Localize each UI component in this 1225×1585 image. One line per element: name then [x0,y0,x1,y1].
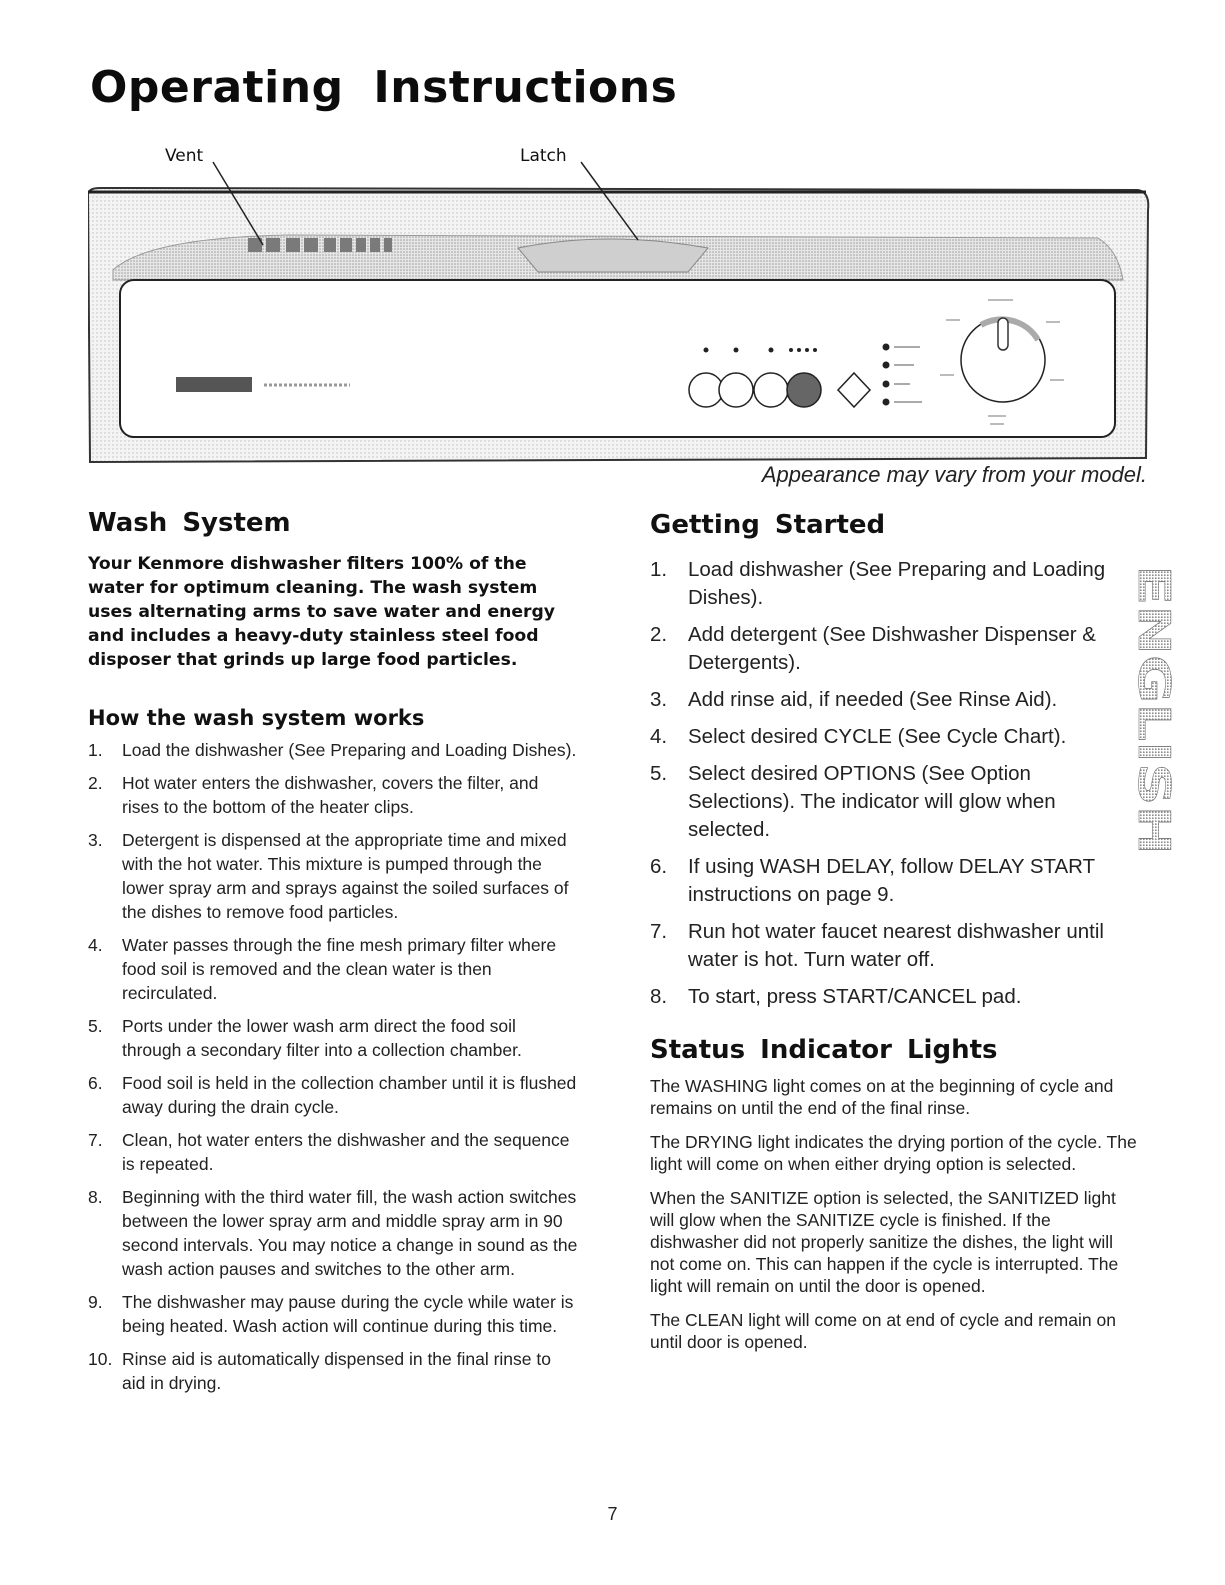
list-item: 1. Load dishwasher (See Preparing and Loading Dishes). [650,558,1106,609]
list-item: 4. Select desired CYCLE (See Cycle Chart). [650,725,1067,748]
list-item: 6. Food soil is held in the collection chamber until it is flushed away during the drain cycle. [88,1073,577,1117]
list-item: 2. Hot water enters the dishwasher, covers the filter, and rises to the bottom of the heater clips. [88,773,539,817]
status-lights-section [650,1035,1140,1353]
list-item: 10. Rinse aid is automatically dispensed in the final rinse to aid in drying. [88,1349,551,1393]
list-item: 8. Beginning with the third water fill, the wash action switches between the lower spray arm and middle spray arm in 90 second intervals. You may notice a change in sound as the wash action pauses and switches to the other arm. [88,1187,578,1279]
page-title: Operating Instructions [90,62,678,113]
getting-started-heading: Getting Started [650,510,886,540]
status-paragraph: The CLEAN light will come on at end of cycle and remain on until door is opened. [650,1310,1116,1352]
appearance-note: Appearance may vary from your model. [761,462,1147,487]
list-item: 3. Add rinse aid, if needed (See Rinse Aid). [650,688,1058,711]
status-paragraph: The WASHING light comes on at the beginning of cycle and remains on until the end of the final rinse. [650,1076,1114,1118]
list-item: 6. If using WASH DELAY, follow DELAY START instructions on page 9. [650,855,1095,906]
list-item: 5. Ports under the lower wash arm direct the food soil through a secondary filter into a collection chamber. [88,1016,522,1060]
list-item: 5. Select desired OPTIONS (See Option Selections). The indicator will glow when selected. [650,762,1056,841]
latch-callout-label: Latch [520,146,567,166]
list-item: 2. Add detergent (See Dishwasher Dispenser & Detergents). [650,623,1096,674]
status-paragraph: The DRYING light indicates the drying portion of the cycle. The light will come on when either drying option is selected. [650,1132,1137,1174]
list-item: 7. Run hot water faucet nearest dishwasher until water is hot. Turn water off. [650,920,1104,971]
how-it-works-heading: How the wash system works [88,706,425,730]
vent-callout-label: Vent [165,146,204,166]
status-paragraph: When the SANITIZE option is selected, the SANITIZED light will glow when the SANITIZE cycle is finished. If the dishwasher did not properly sanitize the dishes, the light will not come on. This can happen if the cycle is interrupted. The light will remain on until the door is opened. [650,1188,1119,1296]
wash-system-heading: Wash System [88,508,291,538]
language-tab [1125,565,1185,857]
page-number: 7 [607,1504,618,1524]
wash-system-section [88,508,578,1404]
wash-system-intro: Your Kenmore dishwasher filters 100% of the water for optimum cleaning. The wash system uses alternating arms to save water and energy and includes a heavy-duty stainless steel food disposer that grinds up large food particles. [88,554,555,670]
status-lights-heading: Status Indicator Lights [650,1035,998,1065]
getting-started-list [650,556,1140,1011]
dishwasher-panel-illustration [88,140,1158,485]
list-item: 9. The dishwasher may pause during the cycle while water is being heated. Wash action will continue during this time. [88,1292,574,1336]
control-panel-diagram [88,140,1158,485]
wash-steps-list [88,738,578,1395]
list-item: 7. Clean, hot water enters the dishwasher and the sequence is repeated. [88,1130,570,1174]
list-item: 4. Water passes through the fine mesh primary filter where food soil is removed and the clean water is then recirculated. [88,935,557,1003]
language-tab-label: ENGLISH [1128,565,1179,781]
getting-started-section [650,510,1140,1365]
list-item: 1. Load the dishwasher (See Preparing and Loading Dishes). [88,740,577,760]
list-item: 3. Detergent is dispensed at the appropriate time and mixed with the hot water. This mixture is pumped through the lower spray arm and sprays against the soiled surfaces of the dishes to remove food particles. [88,830,569,922]
list-item: 8. To start, press START/CANCEL pad. [650,985,1022,1008]
